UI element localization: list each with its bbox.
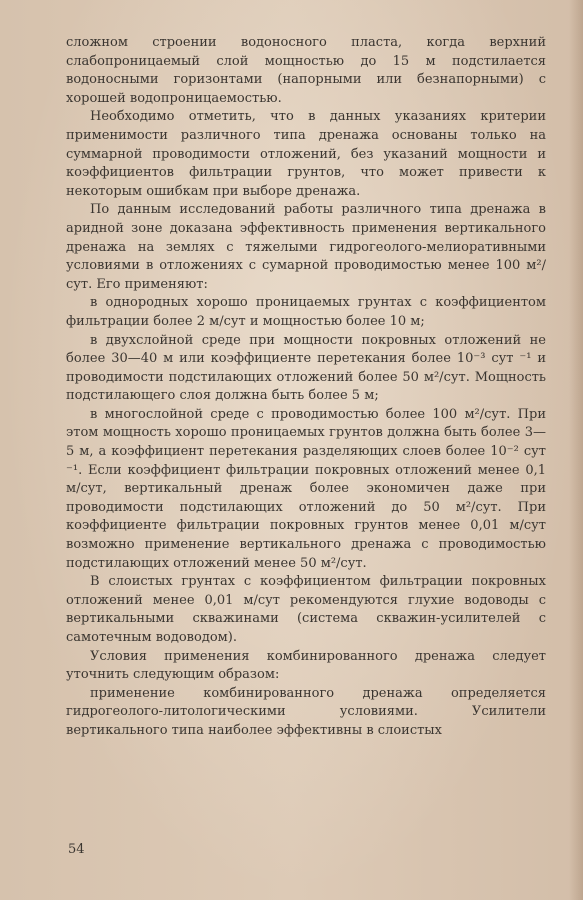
- paragraph-5: в двухслойной среде при мощности покровных отложений не более 30—40 м или коэффициенте перетекания более 10⁻³ сут ⁻¹ и проводимости подстилающих отложений более 50 м²/сут. Мощность подстилающего слоя должна быть более 5 м;: [66, 332, 546, 404]
- paragraph-4: в однородных хорошо проницаемых грунтах с коэффициентом фильтрации более 2 м/сут и мощностью более 10 м;: [66, 295, 546, 329]
- page-edge-shadow: [569, 0, 583, 900]
- body-text: [66, 34, 546, 741]
- paragraph-7: В слоистых грунтах с коэффициентом фильтрации покровных отложений менее 0,01 м/сут рекомендуются глухие водоводы с вертикальными скважинами (система скважин-усилителей с самотечным водоводом).: [66, 574, 546, 645]
- paragraph-3: По данным исследований работы различного типа дренажа в аридной зоне доказана эффективность применения вертикального дренажа на землях с тяжелыми гидрогеолого-мелиоративными условиями в отложениях с сумарной проводимостью менее 100 м²/сут. Его применяют:: [66, 202, 546, 292]
- page-number: 54: [68, 842, 85, 857]
- paragraph-1: сложном строении водоносного пласта, когда верхний слабопроницаемый слой мощностью до 15 м подстилается водоносными горизонтами (напорными или безнапорными) с хорошей водопроницаемостью.: [66, 35, 546, 106]
- paragraph-9: применение комбинированного дренажа определяется гидрогеолого-литологическими условиями. Усилители вертикального типа наиболее эффективны в слоистых: [66, 685, 546, 738]
- paragraph-2: Необходимо отметить, что в данных указаниях критерии применимости различного типа дренажа основаны только на суммарной проводимости отложений, без указаний мощности и коэффициентов фильтрации грунтов, что может привести к некоторым ошибкам при выборе дренажа.: [66, 109, 546, 199]
- paragraph-6: в многослойной среде с проводимостью более 100 м²/сут. При этом мощность хорошо проницаемых грунтов должна быть более 3—5 м, а коэффициент перетекания разделяющих слоев более 10⁻² сут ⁻¹. Если коэффициент фильтрации покровных отложений менее 0,1 м/сут, вертикальный дренаж более экономичен даже при проводимости подстилающих отложений до 50 м²/сут. При коэффициенте фильтрации покровных грунтов менее 0,01 м/сут возможно применение вертикального дренажа с проводимостью подстилающих отложений менее 50 м²/сут.: [66, 406, 546, 571]
- paragraph-8: Условия применения комбинированного дренажа следует уточнить следующим образом:: [66, 648, 546, 683]
